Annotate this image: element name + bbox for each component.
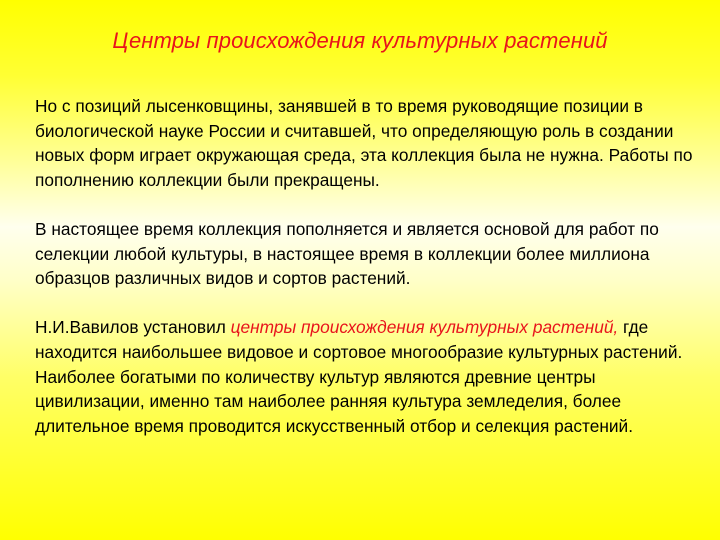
slide-body <box>35 94 695 438</box>
highlighted-term: центры происхождения культурных растений, <box>230 317 619 338</box>
slide-title: Центры происхождения культурных растений <box>112 28 608 53</box>
paragraph-lysenkoism: Но с позиций лысенковщины, занявшей в то время руководящие позиции в биологической науке России и считавшей, что определяющую роль в создании новых форм играет окружающая среда, эта коллекция была не нужна. Работы по пополнению коллекции были прекращены. <box>35 96 693 190</box>
paragraph-vavilov-centers <box>35 315 695 438</box>
paragraph-collection-today: В настоящее время коллекция пополняется и является основой для работ по селекции любой культуры, в настоящее время в коллекции более миллиона образцов различных видов и сортов растений. <box>35 218 659 289</box>
vavilov-rest-text: где находится наибольшее видовое и сортовое многообразие культурных растений. Наиболее богатыми по количеству культур являются древние центры цивилизации, именно там наиболее ранняя культура земледелия, более длительное время проводится искусственный отбор и селекция растений. <box>35 317 683 436</box>
vavilov-lead-text: Н.И.Вавилов установил <box>35 317 231 338</box>
